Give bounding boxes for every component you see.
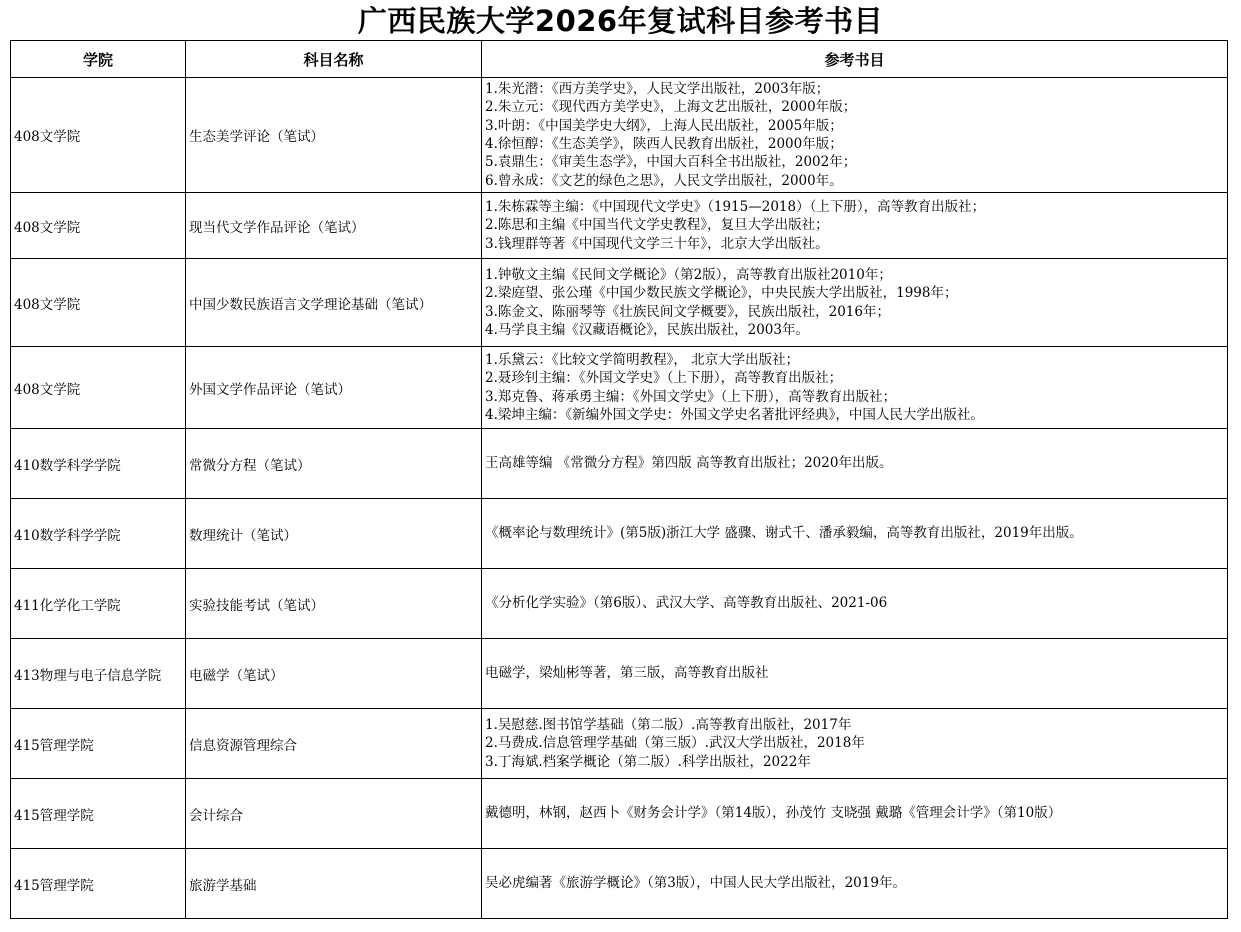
reference-line: 2.陈思和主编《中国当代文学史教程》，复旦大学出版社； — [485, 217, 829, 234]
references-cell — [482, 347, 1228, 429]
reference-line: 1.乐黛云：《比较文学简明教程》， 北京大学出版社； — [485, 351, 800, 368]
college-cell: 410数学科学学院 — [11, 499, 186, 569]
reference-line: 1.朱栋霖等主编：《中国现代文学史》（1915—2018）（上下册），高等教育出版社； — [485, 198, 986, 215]
subject-cell: 旅游学基础 — [186, 849, 482, 919]
reference-line: 1.吴慰慈.图书馆学基础（第二版）.高等教育出版社，2017年 — [485, 716, 852, 733]
reference-line: 电磁学，梁灿彬等著，第三版，高等教育出版社 — [485, 665, 769, 682]
references-cell — [482, 499, 1228, 569]
reference-line: 3.丁海斌.档案学概论（第二版）.科学出版社，2022年 — [485, 753, 811, 770]
table-row — [11, 639, 1228, 709]
subject-cell: 数理统计（笔试） — [186, 499, 482, 569]
table-body — [11, 78, 1228, 919]
college-cell: 408文学院 — [11, 347, 186, 429]
subject-cell: 生态美学评论（笔试） — [186, 78, 482, 193]
reference-line: 《分析化学实验》（第6版）、武汉大学、高等教育出版社、2021-06 — [485, 595, 888, 612]
header-college: 学院 — [11, 41, 186, 78]
college-cell: 411化学化工学院 — [11, 569, 186, 639]
header-references: 参考书目 — [482, 41, 1228, 78]
table-row — [11, 193, 1228, 259]
college-cell: 415管理学院 — [11, 709, 186, 779]
reference-line: 3.陈金文、陈丽琴等《壮族民间文学概要》，民族出版社，2016年； — [485, 303, 890, 320]
references-cell — [482, 569, 1228, 639]
references-cell — [482, 709, 1228, 779]
page-title: 广西民族大学2026年复试科目参考书目 — [357, 4, 884, 38]
college-cell: 410数学科学学院 — [11, 429, 186, 499]
reference-line: 吴必虎编著《旅游学概论》（第3版），中国人民大学出版社，2019年。 — [485, 875, 906, 892]
reference-line: 戴德明，林钢，赵西卜《财务会计学》（第14版），孙茂竹 支晓强 戴璐《管理会计学》（第10版） — [485, 805, 1062, 822]
reference-line: 6.曾永成：《文艺的绿色之思》，人民文学出版社，2000年。 — [485, 172, 843, 189]
references-cell — [482, 193, 1228, 259]
college-cell: 415管理学院 — [11, 849, 186, 919]
references-cell — [482, 259, 1228, 347]
college-cell: 408文学院 — [11, 78, 186, 193]
reference-line: 2.马费成.信息管理学基础（第三版）.武汉大学出版社，2018年 — [485, 735, 865, 752]
table-row — [11, 259, 1228, 347]
reference-line: 3.郑克鲁、蒋承勇主编：《外国文学史》（上下册），高等教育出版社； — [485, 388, 897, 405]
college-cell: 415管理学院 — [11, 779, 186, 849]
references-cell — [482, 78, 1228, 193]
subject-cell: 电磁学（笔试） — [186, 639, 482, 709]
reference-line: 2.梁庭望、张公瑾《中国少数民族文学概论》，中央民族大学出版社，1998年； — [485, 285, 958, 302]
reference-line: 王高雄等编 《常微分方程》第四版 高等教育出版社；2020年出版。 — [485, 455, 893, 472]
references-cell — [482, 849, 1228, 919]
reference-line: 4.梁坤主编：《新编外国文学史：外国文学史名著批评经典》，中国人民大学出版社。 — [485, 406, 984, 423]
table-row — [11, 347, 1228, 429]
subject-cell: 现当代文学作品评论（笔试） — [186, 193, 482, 259]
subject-cell: 信息资源管理综合 — [186, 709, 482, 779]
table-header-row — [11, 41, 1228, 78]
reference-line: 3.钱理群等著《中国现代文学三十年》，北京大学出版社。 — [485, 235, 829, 252]
table-row — [11, 499, 1228, 569]
reference-book-table — [10, 40, 1228, 919]
reference-line: 4.徐恒醇：《生态美学》，陕西人民教育出版社，2000年版； — [485, 136, 843, 152]
table-row — [11, 849, 1228, 919]
table-row — [11, 429, 1228, 499]
reference-line: 4.马学良主编《汉藏语概论》，民族出版社，2003年。 — [485, 321, 809, 338]
reference-line: 1.钟敬文主编《民间文学概论》（第2版），高等教育出版社2010年； — [485, 266, 892, 283]
reference-line: 《概率论与数理统计》(第5版)浙江大学 盛骤、谢式千、潘承毅编，高等教育出版社，2019年出版。 — [485, 525, 1083, 542]
college-cell: 408文学院 — [11, 193, 186, 259]
subject-cell: 中国少数民族语言文学理论基础（笔试） — [186, 259, 482, 347]
reference-line: 2.聂珍钊主编：《外国文学史》（上下册），高等教育出版社； — [485, 370, 843, 387]
reference-line: 3.叶朗：《中国美学史大纲》，上海人民出版社，2005年版； — [485, 117, 843, 134]
references-cell — [482, 639, 1228, 709]
subject-cell: 常微分方程（笔试） — [186, 429, 482, 499]
reference-line: 1.朱光潜：《西方美学史》，人民文学出版社，2003年版； — [485, 80, 830, 97]
college-cell: 408文学院 — [11, 259, 186, 347]
table-row — [11, 709, 1228, 779]
table-row — [11, 78, 1228, 193]
references-cell — [482, 429, 1228, 499]
table-row — [11, 569, 1228, 639]
subject-cell: 外国文学作品评论（笔试） — [186, 347, 482, 429]
subject-cell: 会计综合 — [186, 779, 482, 849]
header-subject: 科目名称 — [186, 41, 482, 78]
reference-line: 2.朱立元：《现代西方美学史》，上海文艺出版社，2000年版； — [485, 99, 857, 116]
subject-cell: 实验技能考试（笔试） — [186, 569, 482, 639]
college-cell: 413物理与电子信息学院 — [11, 639, 186, 709]
reference-line: 5.袁鼎生：《审美生态学》，中国大百科全书出版社，2002年； — [485, 154, 857, 171]
references-cell — [482, 779, 1228, 849]
table-row — [11, 779, 1228, 849]
